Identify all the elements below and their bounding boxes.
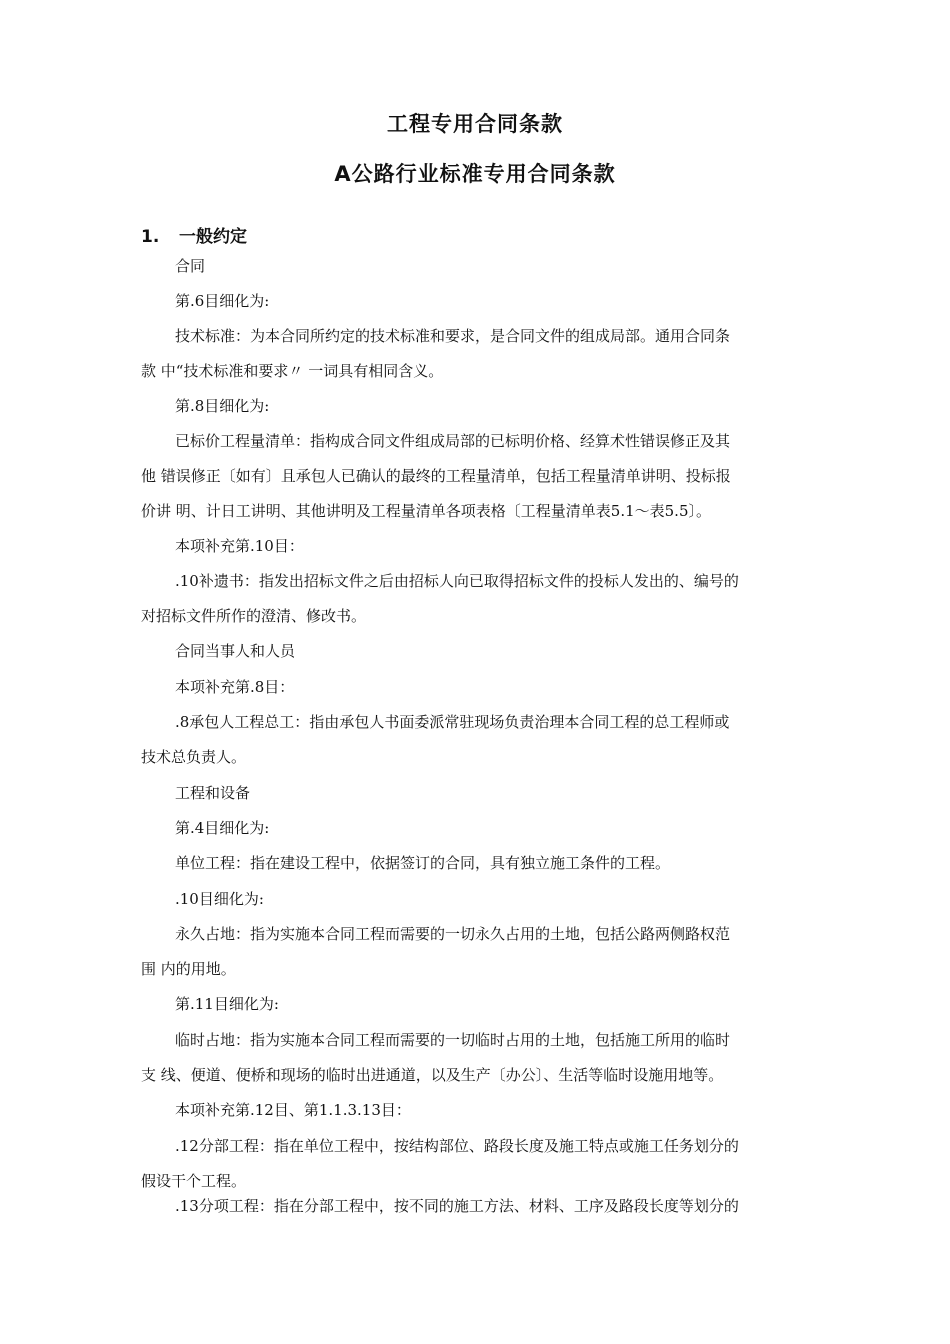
document-subtitle: A公路行业标准专用合同条款 (334, 162, 616, 186)
body-line: 假设干个工程。 (141, 1172, 247, 1190)
body-line: 第.8目细化为: (175, 397, 270, 415)
body-line: 永久占地：指为实施本合同工程而需要的一切永久占用的土地，包括公路两侧路权范 (175, 925, 731, 943)
document-title: 工程专用合同条款 (387, 112, 563, 136)
body-line: 第.4目细化为: (175, 819, 270, 837)
body-line: 单位工程：指在建设工程中，依据签订的合同，具有独立施工条件的工程。 (175, 854, 671, 872)
body-line: .10补遗书：指发出招标文件之后由招标人向已取得招标文件的投标人发出的、编号的 (175, 572, 739, 590)
body-line: 对招标文件所作的澄清、修改书。 (141, 607, 367, 625)
body-line: 支 线、便道、便桥和现场的临时出进通道，以及生产〔办公〕、生活等临时设施用地等。 (141, 1066, 724, 1084)
body-line: 价讲 明、计日工讲明、其他讲明及工程量清单各项表格〔工程量清单表5.1〜表5.5〕。 (141, 502, 711, 520)
body-line: 款 中“技术标准和要求〃 一词具有相同含义。 (141, 362, 444, 380)
body-line: 合同当事人和人员 (175, 642, 296, 660)
body-line: 临时占地：指为实施本合同工程而需要的一切临时占用的土地，包括施工所用的临时 (175, 1031, 731, 1049)
body-line: 技术标准：为本合同所约定的技术标准和要求，是合同文件的组成局部。通用合同条 (175, 327, 731, 345)
body-line: 他 错误修正〔如有〕且承包人已确认的最终的工程量清单，包括工程量清单讲明、投标报 (141, 467, 731, 485)
body-line: 已标价工程量清单：指构成合同文件组成局部的已标明价格、经算术性错误修正及其 (175, 432, 731, 450)
body-line: .8承包人工程总工：指由承包人书面委派常驻现场负责治理本合同工程的总工程师或 (175, 713, 730, 731)
body-line: 第.11目细化为: (175, 995, 279, 1013)
section-number: 1. (141, 227, 160, 247)
body-line: .12分部工程：指在单位工程中，按结构部位、路段长度及施工特点或施工任务划分的 (175, 1137, 739, 1155)
section-heading (141, 222, 247, 247)
body-line: 本项补充第.8目： (175, 678, 295, 696)
body-line: 第.6目细化为: (175, 292, 270, 310)
body-line: 围 内的用地。 (141, 960, 236, 978)
body-line: 技术总负责人。 (141, 748, 247, 766)
body-line: 工程和设备 (175, 784, 251, 802)
body-line: .13分项工程：指在分部工程中，按不同的施工方法、材料、工序及路段长度等划分的 (175, 1197, 739, 1215)
body-line: 本项补充第.10目： (175, 537, 304, 555)
body-line: 本项补充第.12目、第1.1.3.13目： (175, 1101, 411, 1119)
section-title: 一般约定 (179, 227, 247, 247)
body-line: .10目细化为: (175, 890, 264, 908)
body-line: 合同 (175, 257, 206, 275)
